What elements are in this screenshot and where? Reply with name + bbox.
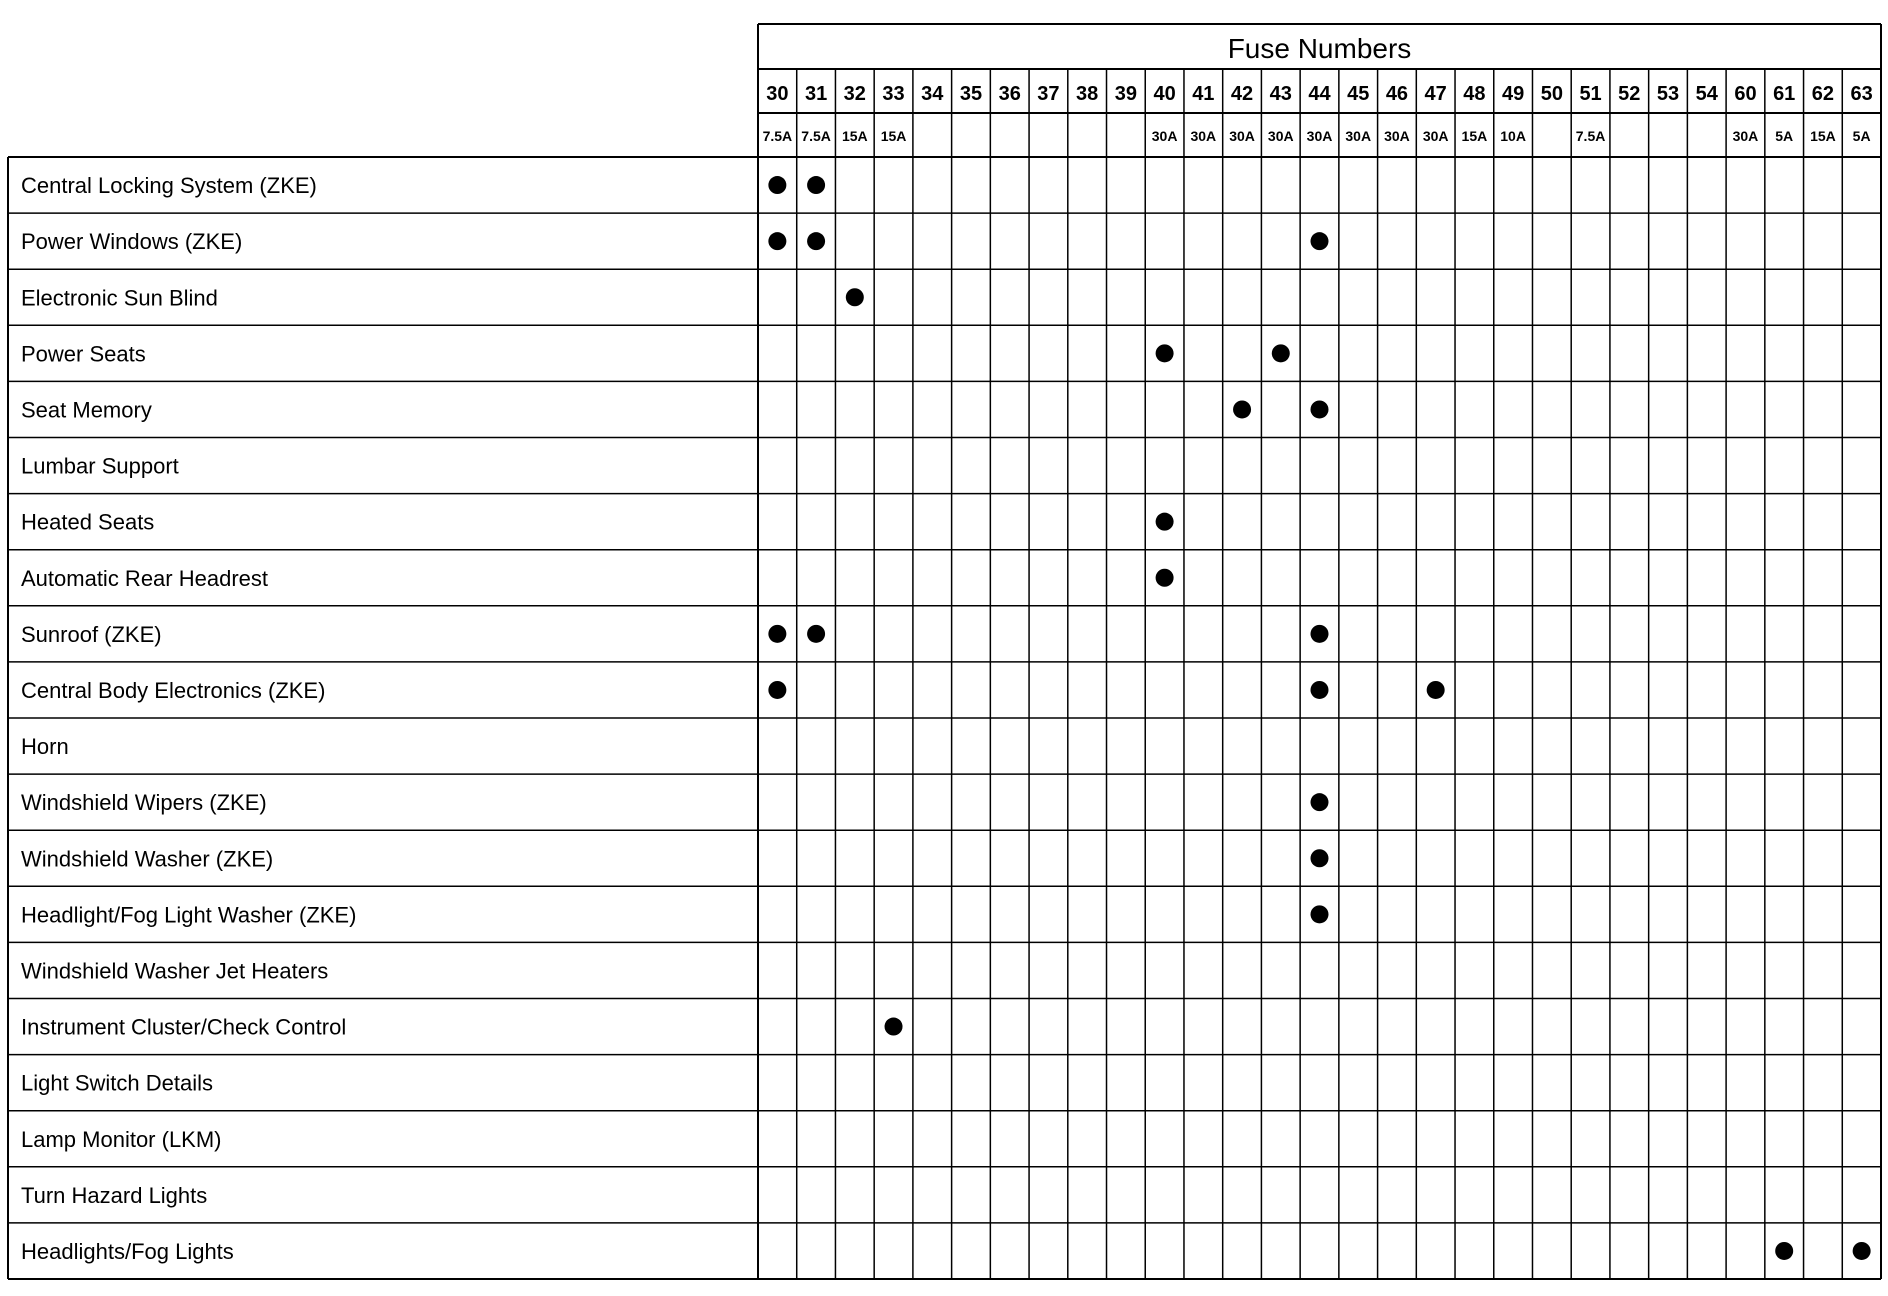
chart-title: Fuse Numbers xyxy=(1227,33,1412,64)
fuse-rating: 30A xyxy=(1151,128,1178,144)
system-label: Electronic Sun Blind xyxy=(21,285,218,311)
fuse-rating: 30A xyxy=(1422,128,1449,144)
fuse-rating: 7.5A xyxy=(801,128,831,144)
usage-dot xyxy=(1311,849,1329,867)
fuse-rating: 30A xyxy=(1384,128,1410,144)
usage-dot xyxy=(1853,1242,1871,1260)
fuse-number: 31 xyxy=(804,83,828,105)
fuse-rating: 15A xyxy=(1461,128,1488,144)
fuse-rating: 30A xyxy=(1267,128,1294,144)
fuse-number: 33 xyxy=(882,83,905,105)
system-label: Sunroof (ZKE) xyxy=(21,621,162,647)
fuse-number: 36 xyxy=(998,83,1021,105)
usage-dot xyxy=(807,625,825,643)
usage-dot xyxy=(768,176,786,194)
usage-dot xyxy=(768,625,786,643)
usage-dot xyxy=(1311,905,1329,923)
fuse-number: 40 xyxy=(1153,83,1176,105)
fuse-rating: 30A xyxy=(1732,128,1759,144)
system-label: Headlight/Fog Light Washer (ZKE) xyxy=(21,902,357,928)
usage-dot xyxy=(1156,569,1174,587)
system-label: Windshield Wipers (ZKE) xyxy=(21,790,267,816)
fuse-rating: 30A xyxy=(1229,128,1255,144)
fuse-rating-row xyxy=(763,128,1871,144)
fuse-number: 52 xyxy=(1618,83,1641,105)
system-label: Central Locking System (ZKE) xyxy=(21,173,317,199)
usage-dot xyxy=(1311,400,1329,418)
fuse-number: 37 xyxy=(1037,83,1060,105)
fuse-number: 45 xyxy=(1347,83,1370,105)
system-label: Windshield Washer Jet Heaters xyxy=(21,958,329,984)
usage-dot xyxy=(1156,344,1174,362)
fuse-rating: 15A xyxy=(841,128,868,144)
fuse-rating: 30A xyxy=(1306,128,1333,144)
system-label: Light Switch Details xyxy=(21,1070,213,1096)
fuse-number: 41 xyxy=(1192,83,1215,105)
fuse-rating: 5A xyxy=(1775,128,1794,144)
fuse-number: 50 xyxy=(1540,83,1563,105)
fuse-number: 35 xyxy=(959,83,983,105)
system-label: Power Seats xyxy=(21,341,146,367)
usage-dot xyxy=(846,288,864,306)
usage-dot xyxy=(807,232,825,250)
fuse-rating: 30A xyxy=(1190,128,1217,144)
system-label: Power Windows (ZKE) xyxy=(21,229,243,255)
usage-dot xyxy=(1311,793,1329,811)
fuse-number: 38 xyxy=(1076,83,1099,105)
fuse-number: 53 xyxy=(1656,83,1680,105)
system-label: Lumbar Support xyxy=(21,453,179,479)
usage-dot xyxy=(807,176,825,194)
usage-dot xyxy=(1311,681,1329,699)
usage-dot xyxy=(768,232,786,250)
fuse-number: 51 xyxy=(1579,83,1602,105)
usage-dot xyxy=(768,681,786,699)
fuse-number: 54 xyxy=(1695,83,1718,105)
system-label: Windshield Washer (ZKE) xyxy=(21,846,274,872)
fuse-number: 48 xyxy=(1463,83,1486,105)
usage-dot xyxy=(1311,232,1329,250)
usage-dot xyxy=(1233,400,1251,418)
usage-dot xyxy=(1156,513,1174,531)
usage-dot xyxy=(885,1018,903,1036)
fuse-rating: 7.5A xyxy=(762,128,793,144)
fuse-rating: 10A xyxy=(1500,128,1526,144)
fuse-number: 63 xyxy=(1850,83,1873,105)
fuse-number: 60 xyxy=(1734,83,1757,105)
fuse-number-row xyxy=(766,83,1873,105)
usage-dot xyxy=(1272,344,1290,362)
system-label: Seat Memory xyxy=(21,397,152,423)
fuse-number: 39 xyxy=(1114,83,1138,105)
system-label: Horn xyxy=(21,734,69,760)
usage-dot xyxy=(1775,1242,1793,1260)
fuse-rating: 15A xyxy=(880,128,907,144)
system-label: Turn Hazard Lights xyxy=(21,1182,208,1208)
fuse-number: 32 xyxy=(843,83,866,105)
fuse-number: 62 xyxy=(1811,83,1835,105)
fuse-number: 34 xyxy=(921,83,944,105)
usage-dot xyxy=(1427,681,1445,699)
fuse-number: 44 xyxy=(1308,83,1331,105)
fuse-rating: 30A xyxy=(1345,128,1372,144)
system-label: Central Body Electronics (ZKE) xyxy=(21,677,326,703)
fuse-rating: 7.5A xyxy=(1575,128,1606,144)
fuse-number: 46 xyxy=(1385,83,1409,105)
grid-lines xyxy=(8,24,1881,1279)
fuse-number: 43 xyxy=(1269,83,1292,105)
fuse-number: 47 xyxy=(1424,83,1447,105)
usage-dot xyxy=(1311,625,1329,643)
fuse-number: 61 xyxy=(1773,83,1796,105)
system-label: Automatic Rear Headrest xyxy=(21,565,268,591)
system-label: Headlights/Fog Lights xyxy=(21,1238,234,1264)
fuse-number: 42 xyxy=(1230,83,1254,105)
fuse-number: 49 xyxy=(1501,83,1525,105)
system-label: Instrument Cluster/Check Control xyxy=(21,1014,347,1040)
fuse-number: 30 xyxy=(766,83,789,105)
system-label: Lamp Monitor (LKM) xyxy=(21,1126,222,1152)
fuse-rating: 15A xyxy=(1810,128,1836,144)
system-label: Heated Seats xyxy=(21,509,155,535)
fuse-rating: 5A xyxy=(1852,128,1871,144)
